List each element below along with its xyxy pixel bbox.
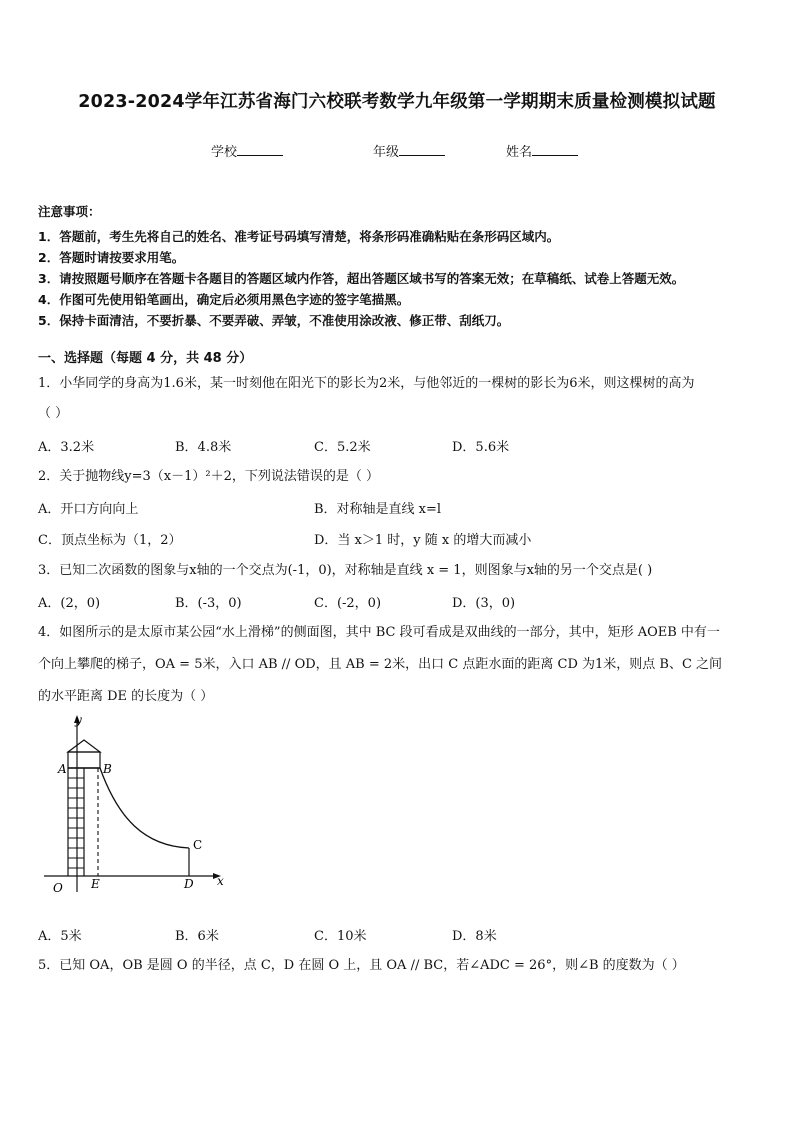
slide-figure: [44, 712, 234, 902]
question-4-options: [38, 925, 760, 945]
question-3-options: [38, 592, 760, 612]
question-4-line-1: 4．如图所示的是太原市某公园“水上滑梯”的侧面图，其中 BC 段可看成是双曲线的一部分，其中，矩形 AOEB 中有一: [38, 625, 720, 640]
school-label: 学校: [211, 145, 238, 160]
question-2-options-row-2: [38, 529, 760, 549]
option-b[interactable]: B．4.8米: [175, 440, 232, 455]
tower-top: [68, 752, 100, 768]
option-a[interactable]: A．3.2米: [38, 440, 95, 455]
question-1-line-2: （ ）: [38, 406, 69, 421]
option-c[interactable]: C．(-2，0): [314, 596, 382, 611]
label-o: O: [53, 881, 63, 895]
option-b[interactable]: B．对称轴是直线 x=l: [314, 502, 442, 517]
option-a[interactable]: A．(2，0): [38, 596, 101, 611]
label-c: C: [193, 838, 203, 852]
question-1-options: [38, 436, 760, 456]
label-b: B: [103, 762, 112, 776]
option-b[interactable]: B．(-3，0): [175, 596, 242, 611]
option-b[interactable]: B．6米: [175, 929, 219, 944]
option-d[interactable]: D．当 x＞1 时，y 随 x 的增大而减小: [314, 533, 532, 548]
option-d[interactable]: D．(3，0): [452, 596, 516, 611]
ladder-rungs: [68, 778, 84, 868]
question-5-stem: 5．已知 OA，OB 是圆 O 的半径，点 C，D 在圆 O 上，且 OA // BC，若∠ADC = 26°，则∠B 的度数为（ ）: [38, 958, 685, 973]
option-c[interactable]: C．顶点坐标为（1，2）: [38, 533, 182, 548]
tower-roof: [68, 740, 100, 752]
label-d: D: [184, 877, 194, 891]
grade-label: 年级: [373, 145, 400, 160]
note-item: 5．保持卡面清洁，不要折暴、不要弄破、弄皱，不准使用涂改液、修正带、刮纸刀。: [38, 313, 510, 328]
label-x: x: [217, 874, 224, 888]
option-c[interactable]: C．10米: [314, 929, 367, 944]
option-a[interactable]: A．开口方向向上: [38, 502, 139, 517]
exam-title: 2023-2024学年江苏省海门六校联考数学九年级第一学期期末质量检测模拟试题: [78, 92, 716, 112]
option-d[interactable]: D．8米: [452, 929, 497, 944]
note-item: 4．作图可先使用铅笔画出，确定后必须用黑色字迹的签字笔描黑。: [38, 292, 410, 307]
note-item: 3．请按照题号顺序在答题卡各题目的答题区域内作答，超出答题区域书写的答案无效；在草稿纸、试卷上答题无效。: [38, 271, 685, 286]
question-2-options-row-1: [38, 498, 760, 518]
note-item: 2．答题时请按要求用笔。: [38, 250, 185, 265]
grade-field[interactable]: [373, 141, 445, 160]
question-1-line-1: 1．小华同学的身高为1.6米，某一时刻他在阳光下的影长为2米，与他邻近的一棵树的影长为6米，则这棵树的高为: [38, 376, 695, 391]
name-label: 姓名: [506, 145, 533, 160]
notes-block: [38, 202, 768, 331]
question-4-line-3: 的水平距离 DE 的长度为（ ）: [38, 689, 214, 704]
option-c[interactable]: C．5.2米: [314, 440, 371, 455]
school-blank[interactable]: [237, 143, 283, 156]
option-d[interactable]: D．5.6米: [452, 440, 510, 455]
label-a: A: [58, 762, 67, 776]
school-field[interactable]: [211, 141, 283, 160]
option-a[interactable]: A．5米: [38, 929, 82, 944]
label-e: E: [91, 877, 100, 891]
notes-heading: 注意事项：: [38, 204, 101, 219]
question-3-stem: 3．已知二次函数的图象与x轴的一个交点为(-1，0)，对称轴是直线 x = 1，则图象与x轴的另一个交点是( ): [38, 563, 653, 578]
question-4-line-2: 个向上攀爬的梯子，OA = 5米，入口 AB // OD，且 AB = 2米，出口 C 点距水面的距离 CD 为1米，则点 B、C 之间: [38, 657, 723, 672]
question-2-stem: 2．关于抛物线y=3（x－1）²＋2，下列说法错误的是（ ）: [38, 469, 379, 484]
name-field[interactable]: [506, 141, 578, 160]
grade-blank[interactable]: [399, 143, 445, 156]
name-blank[interactable]: [532, 143, 578, 156]
note-item: 1．答题前，考生先将自己的姓名、准考证号码填写清楚，将条形码准确粘贴在条形码区域内。: [38, 229, 560, 244]
label-y: y: [75, 713, 82, 727]
section-heading: 一、选择题（每题 4 分，共 48 分）: [38, 351, 253, 366]
curve-bc: [100, 768, 189, 848]
